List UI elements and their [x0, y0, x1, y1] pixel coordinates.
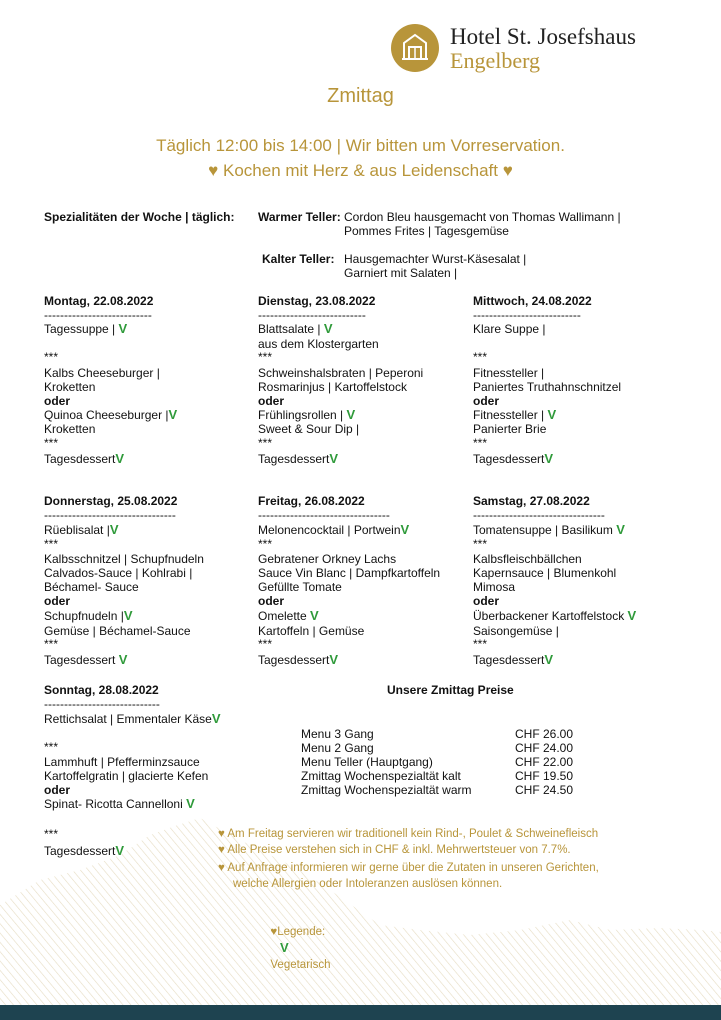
oder: oder — [258, 594, 285, 608]
stars: *** — [258, 436, 273, 450]
menu1-line: Kalbsfleischbällchen — [473, 552, 582, 566]
price-item-value: CHF 19.50 — [515, 769, 574, 783]
stars: *** — [44, 637, 59, 651]
cold-plate-line: Hausgemachter Wurst-Käsesalat | — [344, 252, 527, 266]
dessert-donnerstag: Tagesdessert V — [44, 652, 128, 667]
slogan — [0, 158, 721, 184]
menu2-line: Quinoa Cheeseburger |V — [44, 407, 178, 422]
vegetarian-icon: V — [279, 940, 289, 955]
vegetarian-icon: V — [329, 451, 339, 466]
menu2-line: Omelette V — [258, 608, 319, 623]
separator: --------------------------------- — [473, 508, 605, 522]
vegetarian-icon: V — [118, 321, 128, 336]
starter-freitag: Melonencocktail | PortweinV — [258, 522, 410, 537]
menu2-line: Überbackener Kartoffelstock V — [473, 608, 637, 623]
menu1-line: Gefüllte Tomate — [258, 580, 342, 594]
vegetarian-icon: V — [329, 652, 339, 667]
stars: *** — [258, 537, 273, 551]
menu1-line: Kapernsauce | Blumenkohl — [473, 566, 617, 580]
hotel-location: Engelberg — [450, 48, 541, 73]
specials-label: Spezialitäten der Woche | täglich: — [44, 210, 235, 224]
heart-icon: ♥ — [218, 828, 225, 840]
page-title: Zmittag — [327, 85, 394, 107]
dessert-freitag: TagesdessertV — [258, 652, 339, 667]
stars: *** — [44, 827, 59, 841]
vegetarian-icon: V — [115, 843, 125, 858]
vegetarian-icon: V — [547, 407, 557, 422]
legend-label: Legende: — [277, 926, 326, 938]
separator: --------------------------- — [258, 308, 366, 322]
opening-hours: Täglich 12:00 bis 14:00 | Wir bitten um Vorreservation. — [156, 136, 565, 155]
menu1-line: Gebratener Orkney Lachs — [258, 552, 397, 566]
note-prices: ♥ Alle Preise verstehen sich in CHF & inkl. Mehrwertsteuer von 7.7%. — [218, 844, 571, 856]
heart-icon: ♥ — [218, 844, 225, 856]
menu1-line: Fitnessteller | — [473, 366, 545, 380]
menu2-line: Kartoffeln | Gemüse — [258, 624, 365, 638]
stars: *** — [258, 350, 273, 364]
day-title-samstag: Samstag, 27.08.2022 — [473, 494, 590, 508]
menu2-line: Gemüse | Béchamel-Sauce — [44, 624, 191, 638]
cold-plate-line: Garniert mit Salaten | — [344, 266, 458, 280]
heart-icon: ♥ — [270, 926, 278, 938]
vegetarian-icon: V — [211, 711, 221, 726]
slogan-text: Kochen mit Herz & aus Leidenschaft — [223, 161, 498, 180]
hotel-name: Hotel St. Josefshaus — [450, 24, 636, 49]
menu2-line: Panierter Brie — [473, 422, 547, 436]
separator: --------------------------- — [44, 308, 152, 322]
starter-dienstag: Blattsalate | V — [258, 321, 333, 336]
menu1-line: Rosmarinjus | Kartoffelstock — [258, 380, 407, 394]
price-item-name: Menu Teller (Hauptgang) — [301, 755, 433, 769]
day-title-sonntag: Sonntag, 28.08.2022 — [44, 683, 159, 697]
menu1-line: Sauce Vin Blanc | Dampfkartoffeln — [258, 566, 441, 580]
price-item-value: CHF 22.00 — [515, 755, 574, 769]
vegetarian-icon: V — [186, 796, 195, 811]
separator: --------------------------- — [473, 308, 581, 322]
vegetarian-icon: V — [115, 451, 125, 466]
menu2-line: Frühlingsrollen | V — [258, 407, 356, 422]
price-item-name: Zmittag Wochenspezialtät warm — [301, 783, 472, 797]
starter-line: aus dem Klostergarten — [258, 337, 379, 351]
stars: *** — [44, 740, 59, 754]
warm-plate-line: Pommes Frites | Tagesgemüse — [344, 224, 509, 238]
menu1-line: Kalbsschnitzel | Schupfnudeln — [44, 552, 204, 566]
legend-veg: Vegetarisch — [270, 959, 331, 971]
menu1-line: Paniertes Truthahnschnitzel — [473, 380, 622, 394]
heart-icon: ♥ — [502, 161, 513, 180]
oder: oder — [473, 394, 500, 408]
price-item-value: CHF 24.00 — [515, 741, 574, 755]
stars: *** — [44, 350, 59, 364]
cold-plate-label: Kalter Teller: — [262, 252, 335, 266]
menu1-line: Schweinshalsbraten | Peperoni — [258, 366, 424, 380]
day-title-montag: Montag, 22.08.2022 — [44, 294, 154, 308]
dessert-samstag: TagesdessertV — [473, 652, 554, 667]
heart-icon: ♥ — [218, 862, 225, 874]
footer-bar — [0, 1005, 721, 1020]
price-item-value: CHF 26.00 — [515, 727, 574, 741]
menu1-line: Kartoffelgratin | glacierte Kefen — [44, 769, 209, 783]
menu2-line: Spinat- Ricotta Cannelloni V — [44, 796, 195, 811]
dessert-mittwoch: TagesdessertV — [473, 451, 554, 466]
stars: *** — [258, 637, 273, 651]
oder: oder — [473, 594, 500, 608]
menu2-line: Sweet & Sour Dip | — [258, 422, 360, 436]
vegetarian-icon: V — [118, 652, 128, 667]
starter-donnerstag: Rüeblisalat |V — [44, 522, 119, 537]
stars: *** — [473, 436, 488, 450]
starter-montag: Tagessuppe | V — [44, 321, 128, 336]
stars: *** — [44, 436, 59, 450]
oder: oder — [44, 394, 71, 408]
vegetarian-icon: V — [544, 652, 554, 667]
starter-mittwoch: Klare Suppe | — [473, 322, 546, 336]
day-title-mittwoch: Mittwoch, 24.08.2022 — [473, 294, 592, 308]
day-title-donnerstag: Donnerstag, 25.08.2022 — [44, 494, 178, 508]
vegetarian-icon: V — [168, 407, 178, 422]
stars: *** — [44, 537, 59, 551]
vegetarian-icon: V — [544, 451, 554, 466]
separator: --------------------------------- — [44, 508, 176, 522]
dessert-sonntag: TagesdessertV — [44, 843, 125, 858]
oder: oder — [258, 394, 285, 408]
oder: oder — [44, 594, 71, 608]
menu1-line: Calvados-Sauce | Kohlrabi | — [44, 566, 193, 580]
stars: *** — [473, 350, 488, 364]
menu2-line: Schupfnudeln |V — [44, 608, 133, 623]
separator: --------------------------------- — [258, 508, 390, 522]
day-title-freitag: Freitag, 26.08.2022 — [258, 494, 365, 508]
menu2-line: Fitnessteller | V — [473, 407, 557, 422]
menu1-line: Lammhuft | Pfefferminzsauce — [44, 755, 200, 769]
price-item-name: Menu 2 Gang — [301, 741, 374, 755]
starter-sonntag: Rettichsalat | Emmentaler KäseV — [44, 711, 221, 726]
price-item-name: Menu 3 Gang — [301, 727, 374, 741]
day-title-dienstag: Dienstag, 23.08.2022 — [258, 294, 376, 308]
menu2-line: Saisongemüse | — [473, 624, 559, 638]
note-allergens-line2: welche Allergien oder Intoleranzen auslösen können. — [233, 878, 503, 890]
vegetarian-icon: V — [310, 608, 319, 623]
dessert-dienstag: TagesdessertV — [258, 451, 339, 466]
vegetarian-icon: V — [123, 608, 133, 623]
stars: *** — [473, 537, 488, 551]
dessert-montag: TagesdessertV — [44, 451, 125, 466]
legend — [264, 908, 331, 973]
price-item-name: Zmittag Wochenspezialtät kalt — [301, 769, 461, 783]
vegetarian-icon: V — [400, 522, 410, 537]
stars: *** — [473, 637, 488, 651]
warm-plate-line: Cordon Bleu hausgemacht von Thomas Wallimann | — [344, 210, 621, 224]
menu1-line: Kroketten — [44, 380, 96, 394]
menu1-line: Béchamel- Sauce — [44, 580, 139, 594]
heart-icon: ♥ — [208, 161, 219, 180]
price-item-value: CHF 24.50 — [515, 783, 574, 797]
menu1-line: Mimosa — [473, 580, 516, 594]
menu2-line: Kroketten — [44, 422, 96, 436]
hotel-gate-logo-icon — [390, 23, 440, 73]
vegetarian-icon: V — [627, 608, 637, 623]
oder: oder — [44, 783, 71, 797]
vegetarian-icon: V — [346, 407, 356, 422]
vegetarian-icon: V — [616, 522, 625, 537]
starter-samstag: Tomatensuppe | Basilikum V — [473, 522, 625, 537]
note-allergens: ♥ Auf Anfrage informieren wir gerne über die Zutaten in unseren Gerichten, — [218, 862, 599, 874]
separator: ----------------------------- — [44, 697, 160, 711]
vegetarian-icon: V — [109, 522, 119, 537]
warm-plate-label: Warmer Teller: — [258, 210, 341, 224]
prices-title: Unsere Zmittag Preise — [387, 683, 514, 697]
vegetarian-icon: V — [323, 321, 333, 336]
note-friday: ♥ Am Freitag servieren wir traditionell kein Rind-, Poulet & Schweinefleisch — [218, 828, 599, 840]
menu1-line: Kalbs Cheeseburger | — [44, 366, 160, 380]
